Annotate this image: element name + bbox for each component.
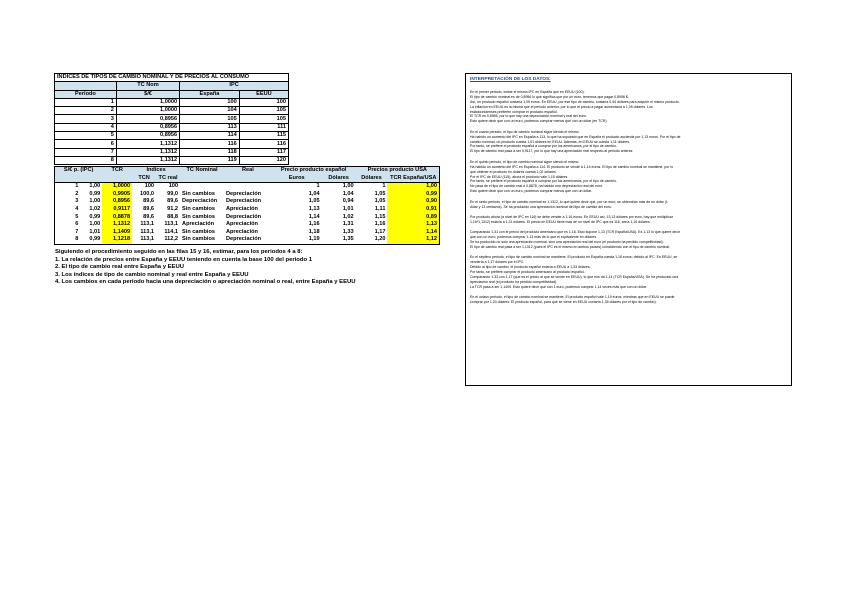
spanish-price-cell: 1 bbox=[316, 183, 320, 190]
price-ratio-cell: 1,00 bbox=[89, 198, 101, 205]
tcr-cell: 1,1218 bbox=[102, 236, 132, 244]
interpretation-line: En el primer periodo, existe el mismo IPC en España que en EEUU (100). bbox=[470, 89, 585, 94]
interpretation-line: En el octavo periodo, el tipo de cambio nominal se mantiene. El producto español vale 1,19 euros, mientras que en EEUU se puede bbox=[470, 295, 675, 300]
index-table bbox=[54, 73, 289, 165]
spanish-price-cell: 1,04 bbox=[308, 190, 320, 197]
usa-price-dollars-cell: 1,15 bbox=[374, 213, 386, 220]
usa-price-euros-cell: 1,35 bbox=[322, 236, 356, 244]
tc-real-index-cell: 113,1 bbox=[164, 221, 179, 228]
ipc-eeuu-cell: 111 bbox=[239, 123, 288, 131]
exchange-table-row bbox=[55, 183, 440, 191]
question-item: 2. El tipo de cambio real entre España y EEUU bbox=[55, 264, 184, 271]
interpretation-line: que con un euro, podemos comprar 1,13 más de lo que el equivalente en dólares. bbox=[470, 235, 598, 240]
ipc-eeuu-cell: 105 bbox=[239, 115, 288, 123]
interpretation-line: En el séptimo periodo, el tipo de cambio nominal se mantiene. El producto en España cuesta 1,18 euros; debido al IPC. En EEUU, se bbox=[470, 255, 678, 260]
periodo-cell: 3 bbox=[55, 115, 117, 123]
nominal-change-cell: Sin cambios bbox=[180, 236, 224, 244]
ipc-eeuu-cell: 120 bbox=[239, 156, 288, 164]
ipc-eeuu-cell: 100 bbox=[239, 98, 288, 106]
index-table-row bbox=[55, 140, 289, 148]
ipc-espana-cell: 113 bbox=[180, 123, 240, 131]
nominal-change-cell: Sin cambios bbox=[182, 206, 215, 213]
questions-block bbox=[55, 249, 455, 287]
tc-cell: 1,0000 bbox=[116, 98, 179, 106]
col-sp-ipc: S/€ p. (IPC) bbox=[55, 167, 103, 175]
index-table-row bbox=[55, 132, 289, 140]
real-change-cell: Apreciación bbox=[225, 228, 258, 235]
interpretation-line: Así, un producto español costaría 1,05 euros. En EEUU, por ese tipo de cambio, costaría 0,94 dólares para adquirir el mismo producto. bbox=[470, 99, 680, 104]
tcr-espana-usa-cell: 1,12 bbox=[387, 236, 439, 244]
tc-cell: 0,8956 bbox=[116, 132, 179, 140]
exchange-table-row bbox=[55, 191, 440, 199]
interpretation-line: La TCR pasa a ser 1,1409. Esto quiere decir que con 1 euro, podemos comprar 1,14 veces más que con un dólar. bbox=[470, 284, 647, 289]
col-tcn: TCN bbox=[132, 175, 156, 183]
tc-cell: 1,1312 bbox=[116, 156, 179, 164]
interpretation-line: Por tanto, se prefiere el producto español a comprar por los americanos, por el tipo de cambio. bbox=[470, 144, 617, 149]
interpretation-paragraph bbox=[470, 90, 787, 124]
interpretation-line: Debido al tipo de cambio, el producto español estaría a EEUU a 1,33 dólares. bbox=[470, 265, 591, 270]
interpretation-box bbox=[465, 73, 792, 386]
col-euros: Euros bbox=[272, 175, 322, 183]
tcr-cell: 0,8956 bbox=[102, 198, 132, 206]
tcr-espana-usa-cell: 1,13 bbox=[387, 221, 439, 229]
tcnom-group-header: TC Nom bbox=[116, 82, 179, 90]
interpretation-line: El tipo de cambio real pasa a ser 1,1312 (pues el IPC es el mismo en ambos países) coincidiendo con el tipo de cambio nominal. bbox=[470, 244, 670, 249]
spanish-price-cell: 1,14 bbox=[308, 213, 320, 220]
price-ratio-cell: 0,99 bbox=[89, 190, 101, 197]
periodo-cell: 1 bbox=[55, 98, 117, 106]
tc-real-index-cell: 99,0 bbox=[167, 190, 179, 197]
index-table-row bbox=[55, 123, 289, 131]
real-change-cell: Depreciación bbox=[224, 236, 272, 244]
interpretation-line: Comparando 1,33 con 1,17 (que es el precio al que se vende en EEUU), lo que nos da 1,14 (TCR España/USA). Se ha producido una bbox=[470, 275, 679, 279]
tc-cell: 1,1312 bbox=[116, 148, 179, 156]
usa-price-dollars-cell: 1,16 bbox=[374, 221, 386, 228]
usa-price-dollars-cell: 1,05 bbox=[374, 190, 386, 197]
interpretation-paragraph bbox=[470, 160, 787, 194]
tcr-espana-usa-cell: 0,90 bbox=[387, 198, 439, 206]
interpretation-line: 1,16*1,1312) estaría a 1,31 dólares. El precio en EEUU tiene más de un nivel de IPC que es 116, sería 1,16 dólares. bbox=[470, 219, 651, 224]
interpretation-line: estadounidenses prefieren comprar el producto español. bbox=[470, 109, 558, 114]
usa-price-euros-cell: 1,02 bbox=[342, 213, 354, 220]
nominal-change-cell: Sin cambios bbox=[182, 228, 215, 235]
col-tc-real: TC real bbox=[156, 175, 180, 183]
ipc-eeuu-cell: 116 bbox=[239, 140, 288, 148]
price-ratio-cell: 1,00 bbox=[89, 221, 101, 228]
ipc-espana-cell: 104 bbox=[180, 107, 240, 115]
interpretation-line: cambio nominal, un producto cuesta 1,01 dólares en EEUU. Además, en EEUU se cuesta 1,11 dólares. bbox=[470, 139, 631, 144]
tcr-espana-usa-cell: 1,00 bbox=[387, 183, 439, 191]
interpretation-line: Esto quiere decir que con un euro, podemos comprar menos que con un dólar. bbox=[470, 189, 592, 194]
interpretation-line: Por producto ahora (a nivel de IPC en 116) se debe vender a 1,16 euros. En EEUU así, 13,13 dólares por euro, hay que multiplicar bbox=[470, 214, 673, 219]
interpretation-paragraph bbox=[470, 295, 787, 305]
interpretation-paragraph bbox=[470, 200, 787, 210]
usa-price-euros-cell: 1,04 bbox=[342, 190, 354, 197]
row-index-cell: 1 bbox=[55, 183, 81, 191]
tcn-index-cell: 100,0 bbox=[140, 190, 155, 197]
nominal-change-cell: Depreciación bbox=[182, 198, 218, 205]
price-ratio-cell: 0,99 bbox=[80, 236, 102, 244]
exchange-table-row bbox=[55, 198, 440, 206]
interpretation-line: Por el IPC de EEUU (115), ahora el producto vale 1,15 dólares. bbox=[470, 174, 569, 179]
tcn-index-cell: 89,6 bbox=[143, 198, 155, 205]
question-item: 4. Los cambios en cada periodo hacia una depreciación o apreciación nominal o real, entre España y EEUU bbox=[55, 279, 356, 286]
usa-price-euros-cell: 1,33 bbox=[342, 228, 354, 235]
question-item: 3. Los índices de tipo de cambio nominal y real entre España y EEUU bbox=[55, 271, 249, 278]
nominal-change-cell bbox=[180, 183, 224, 191]
index-table-title: INDICES DE TIPOS DE CAMBIO NOMINAL Y DE PRECIOS AL CONSUMO bbox=[55, 74, 289, 82]
usa-price-euros-cell: 1,00 bbox=[342, 183, 354, 190]
real-change-cell bbox=[224, 183, 272, 191]
real-change-cell: Depreciación bbox=[225, 213, 262, 220]
periodo-cell: 7 bbox=[55, 148, 117, 156]
col-tc: $/€ bbox=[116, 90, 179, 98]
question-item: 1. La relación de precios entre España y EEUU teniendo en cuenta la base 100 del periodo 1 bbox=[55, 256, 312, 263]
interpretation-line: La inflación en EEUU es la misma que el periodo anterior, por lo que el precio a pagar aumentaría a 1,05 dólares. Los bbox=[470, 104, 653, 109]
col-dolares-2: Dólares bbox=[356, 175, 388, 183]
interpretation-line: vendería a 1,17 dólares por el IPC. bbox=[470, 260, 525, 265]
ipc-eeuu-cell: 117 bbox=[239, 148, 288, 156]
interpretation-line: que obtener el producto en dólares cuesta 1,02 dólares. bbox=[470, 169, 557, 174]
interpretation-line: Ha habido un aumento del IPC en España a 113, lo que ha supuesto que en España el producto ascienda por 1,13 euros. Por el tipo de bbox=[470, 134, 681, 139]
real-change-cell: Depreciación bbox=[225, 198, 262, 205]
exchange-table-row bbox=[55, 214, 440, 222]
real-change-cell: Depreciación bbox=[225, 190, 262, 197]
interpretation-line: apreciación real (el producto ha perdido competitividad). bbox=[470, 279, 558, 284]
ipc-espana-cell: 118 bbox=[180, 148, 240, 156]
interpretation-line: Esto quiere decir que con un euro, podemos comprar menos que con un dólar (en TCR). bbox=[470, 119, 608, 124]
row-index-cell: 5 bbox=[55, 214, 81, 222]
spanish-price-cell: 1,16 bbox=[308, 221, 320, 228]
tcn-index-cell: 89,6 bbox=[143, 213, 155, 220]
interpretation-line: El tipo de cambio real pasa a ser 0,9117, por lo que hay una apreciación real respecto al periodo anterior. bbox=[470, 149, 634, 154]
interpretation-paragraph bbox=[470, 230, 787, 250]
tcr-cell: 0,8878 bbox=[102, 214, 132, 222]
interpretation-line: Ha habido un aumento del IPC en España a 114. El producto se vende a 1,14 euros. El tipo de cambio nominal se mantiene, por lo bbox=[470, 164, 674, 169]
interpretation-body bbox=[470, 90, 787, 305]
col-real: Real bbox=[224, 167, 272, 175]
interpretation-line: En el cuarto periodo, el tipo de cambio nominal sigue siendo el mismo. bbox=[470, 129, 580, 134]
price-ratio-cell: 1,00 bbox=[89, 183, 101, 190]
index-table-row bbox=[55, 98, 289, 106]
interpretation-title: INTERPRETACIÓN DE LOS DATOS: bbox=[470, 77, 551, 82]
usa-price-dollars-cell: 1,17 bbox=[374, 228, 386, 235]
ipc-espana-cell: 105 bbox=[180, 115, 240, 123]
row-index-cell: 4 bbox=[55, 206, 81, 214]
row-index-cell: 6 bbox=[55, 221, 81, 229]
index-table-row bbox=[55, 115, 289, 123]
nominal-change-cell: Sin cambios bbox=[182, 213, 215, 220]
ipc-espana-cell: 119 bbox=[180, 156, 240, 164]
price-ratio-cell: 1,02 bbox=[89, 206, 101, 213]
tc-real-index-cell: 114,1 bbox=[164, 228, 179, 235]
questions-intro: Siguiendo el procedimiento seguido en las filas 15 y 16, estimar, para los periodos 4 a 8: bbox=[55, 249, 303, 255]
row-index-cell: 8 bbox=[55, 236, 81, 244]
usa-price-euros-cell: 0,94 bbox=[342, 198, 354, 205]
tc-real-index-cell: 89,6 bbox=[167, 198, 179, 205]
real-change-cell: Apreciación bbox=[225, 206, 258, 213]
tc-real-index-cell: 91,2 bbox=[167, 206, 179, 213]
tcr-cell: 0,9905 bbox=[102, 191, 132, 199]
col-precios-usa: Precios producto USA bbox=[356, 167, 440, 175]
nominal-change-cell: Sin cambios bbox=[182, 190, 215, 197]
periodo-cell: 6 bbox=[55, 140, 117, 148]
tc-real-index-cell: 112,2 bbox=[156, 236, 180, 244]
col-indices: Indices bbox=[132, 167, 180, 175]
interpretation-line: Se ha producido no solo una apreciación nominal, sino una apreciación real del euro (el producto ha perdido competitividad). bbox=[470, 240, 664, 245]
tcn-index-cell: 113,1 bbox=[132, 236, 156, 244]
tc-cell: 1,0000 bbox=[116, 107, 179, 115]
col-eeuu: EEUU bbox=[239, 90, 288, 98]
row-index-cell: 7 bbox=[55, 229, 81, 237]
ipc-eeuu-cell: 115 bbox=[239, 132, 288, 140]
tc-real-index-cell: 88,8 bbox=[167, 213, 179, 220]
spanish-price-cell: 1,19 bbox=[272, 236, 322, 244]
interpretation-line: Comparando 1,31 con el precio del producto americano que es 1,16. Esto supone 1,13 (TCR España/USA). Es 1,13 lo que quiere decir bbox=[470, 230, 680, 235]
usa-price-dollars-cell: 1,20 bbox=[356, 236, 388, 244]
price-ratio-cell: 0,99 bbox=[89, 213, 101, 220]
exchange-rate-table bbox=[54, 166, 440, 245]
tcr-cell: 1,0000 bbox=[102, 183, 132, 191]
periodo-cell: 4 bbox=[55, 123, 117, 131]
price-ratio-cell: 1,01 bbox=[89, 228, 101, 235]
exchange-table-row bbox=[55, 236, 440, 244]
real-change-cell: Apreciación bbox=[225, 221, 258, 228]
col-precio-espanol: Precio producto español bbox=[272, 167, 356, 175]
tcn-index-cell: 113,1 bbox=[140, 228, 155, 235]
ipc-group-header: IPC bbox=[180, 82, 289, 90]
col-tcr-espana-usa: TCR España/USA bbox=[387, 175, 439, 183]
row-index-cell: 2 bbox=[55, 191, 81, 199]
col-dolares-1: Dólares bbox=[322, 175, 356, 183]
periodo-cell: 8 bbox=[55, 156, 117, 164]
interpretation-line: En el sexto periodo, el tipo de cambio nominal es 1,1312, lo que quiere decir que, por un euro, se obtendrán más de un dólar (1 bbox=[470, 199, 668, 204]
tcr-espana-usa-cell: 1,14 bbox=[387, 229, 439, 237]
exchange-table-row bbox=[55, 221, 440, 229]
interpretation-line: dólar y 13 centavos). Se ha producido una apreciación nominal del tipo de cambio del euro. bbox=[470, 204, 612, 209]
col-periodo: Periodo bbox=[55, 90, 117, 98]
tcn-index-cell: 100 bbox=[144, 183, 155, 190]
col-tcr: TCR bbox=[102, 167, 132, 175]
tcr-cell: 1,1312 bbox=[102, 221, 132, 229]
usa-price-dollars-cell: 1 bbox=[382, 183, 386, 190]
col-espana: España bbox=[180, 90, 240, 98]
usa-price-dollars-cell: 1,11 bbox=[374, 206, 386, 213]
index-table-row bbox=[55, 107, 289, 115]
index-table-row bbox=[55, 156, 289, 164]
tc-cell: 0,8956 bbox=[116, 115, 179, 123]
spanish-price-cell: 1,18 bbox=[308, 228, 320, 235]
index-table-row bbox=[55, 148, 289, 156]
tc-cell: 0,8956 bbox=[116, 123, 179, 131]
tcr-cell: 1,1409 bbox=[102, 229, 132, 237]
usa-price-euros-cell: 1,31 bbox=[342, 221, 354, 228]
tcr-cell: 0,9117 bbox=[102, 206, 132, 214]
ipc-eeuu-cell: 105 bbox=[239, 107, 288, 115]
ipc-espana-cell: 100 bbox=[180, 98, 240, 106]
exchange-table-row bbox=[55, 206, 440, 214]
interpretation-paragraph bbox=[470, 130, 787, 155]
usa-price-euros-cell: 1,01 bbox=[342, 206, 354, 213]
interpretation-line: Por tanto, se prefiere comprar el producto americano al producto español. bbox=[470, 270, 585, 275]
tcr-espana-usa-cell: 0,99 bbox=[387, 191, 439, 199]
tc-real-index-cell: 100 bbox=[168, 183, 179, 190]
spanish-price-cell: 1,13 bbox=[308, 206, 320, 213]
row-index-cell: 3 bbox=[55, 198, 81, 206]
periodo-cell: 5 bbox=[55, 132, 117, 140]
spanish-price-cell: 1,05 bbox=[308, 198, 320, 205]
ipc-espana-cell: 116 bbox=[180, 140, 240, 148]
usa-price-dollars-cell: 1,05 bbox=[374, 198, 386, 205]
periodo-cell: 2 bbox=[55, 107, 117, 115]
nominal-change-cell: Apreciación bbox=[182, 221, 215, 228]
col-tc-nominal: TC Nominal bbox=[180, 167, 224, 175]
interpretation-line: Por tanto, se prefiere el producto español a comprar por los americanos, por el tipo de cambio. bbox=[470, 179, 617, 184]
exchange-table-row bbox=[55, 229, 440, 237]
tc-cell: 1,1312 bbox=[116, 140, 179, 148]
interpretation-line: No pasa de el tipo de cambio real a 0,8878, ha habido una depreciación real del euro. bbox=[470, 184, 604, 189]
ipc-espana-cell: 114 bbox=[180, 132, 240, 140]
interpretation-line: El TCR es 0,8956, por lo que hay una depreciación nominal y real del euro. bbox=[470, 114, 587, 119]
tcn-index-cell: 113,1 bbox=[140, 221, 155, 228]
interpretation-paragraph bbox=[470, 215, 787, 225]
interpretation-line: En el quinto periodo, el tipo de cambio nominal sigue siendo el mismo. bbox=[470, 159, 580, 164]
interpretation-line: El tipo de cambio nominal es de 0,8956 lo que significa que por un euro, tenemos que pagar 0,8956 $. bbox=[470, 94, 629, 99]
tcr-espana-usa-cell: 0,89 bbox=[387, 214, 439, 222]
interpretation-line: comprar por 1,20 dólares. El producto español, para que se viene en EEUU costaría 1,35 dólares por el tipo de cambio). bbox=[470, 300, 657, 305]
tcr-espana-usa-cell: 0,91 bbox=[387, 206, 439, 214]
interpretation-paragraph bbox=[470, 255, 787, 289]
tcn-index-cell: 89,6 bbox=[143, 206, 155, 213]
